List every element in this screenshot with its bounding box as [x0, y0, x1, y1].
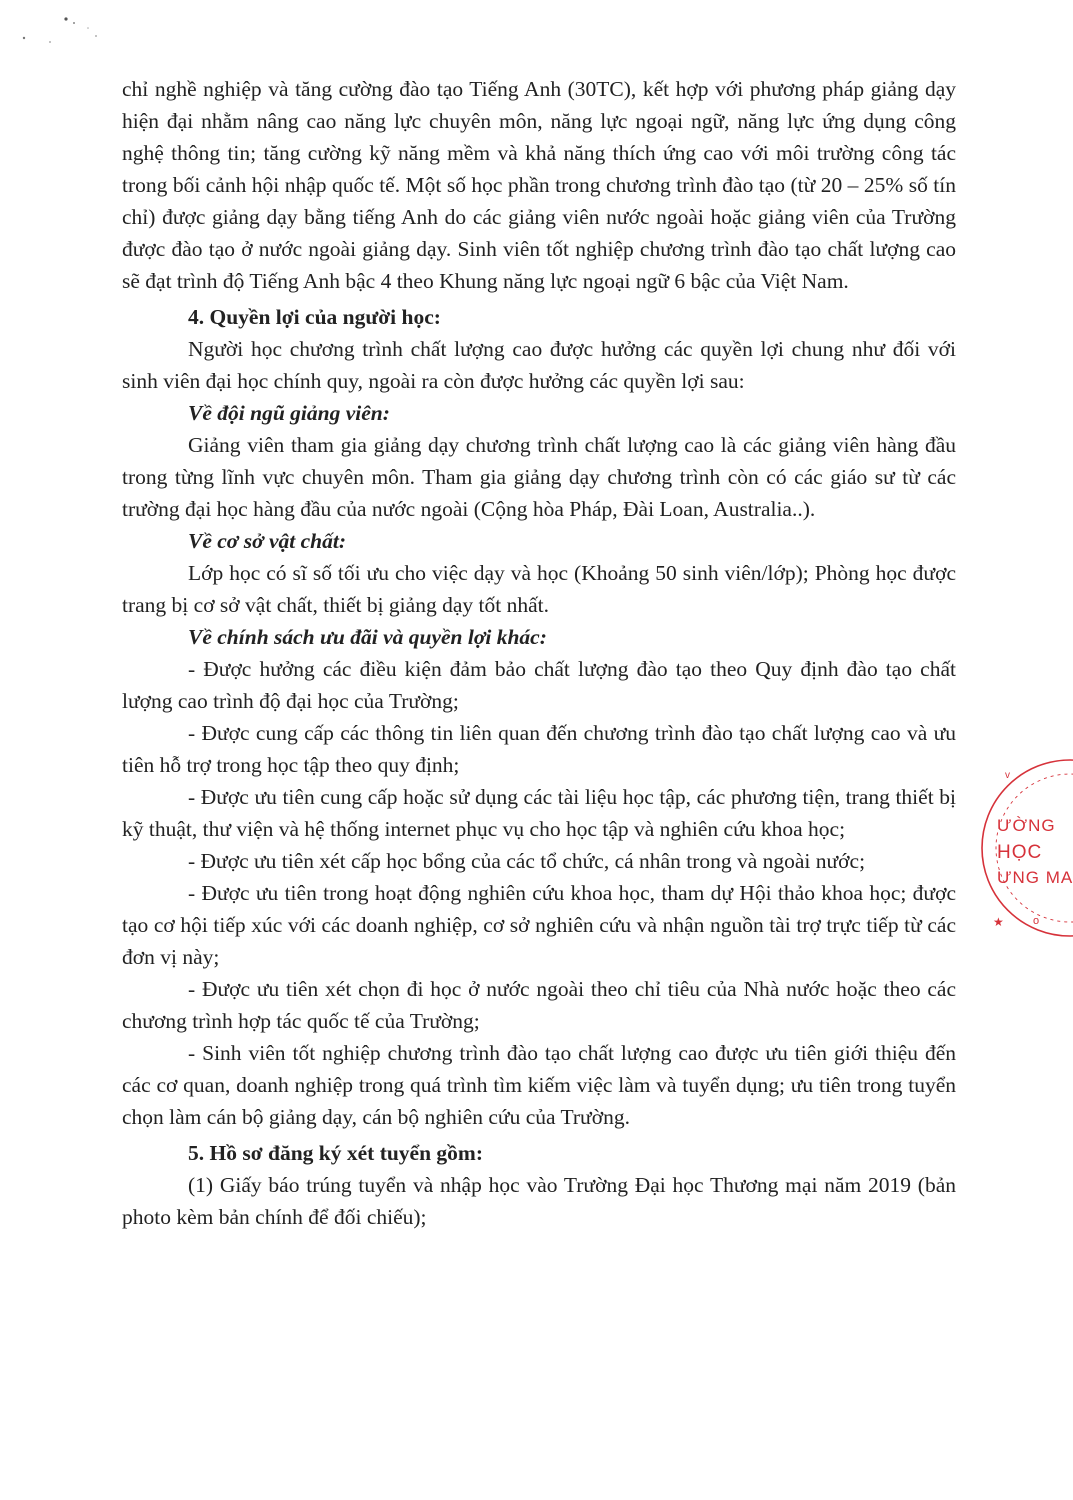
- section-4-heading: 4. Quyền lợi của người học:: [188, 305, 441, 329]
- section-5-heading: 5. Hồ sơ đăng ký xét tuyển gồm:: [188, 1141, 484, 1165]
- benefit-item: - Sinh viên tốt nghiệp chương trình đào tạo chất lượng cao được ưu tiên giới thiệu đến các cơ quan, doanh nghiệp trong quá trình tìm kiếm việc làm và tuyển dụng; ưu tiên trong tuyển chọn làm cán bộ giảng dạy, cán bộ nghiên cứu của Trường.: [122, 1041, 956, 1129]
- svg-text:o: o: [1033, 915, 1040, 927]
- scan-specks: [10, 14, 110, 54]
- stamp-text-line-3: ƯNG MA: [997, 868, 1073, 887]
- svg-text:★: ★: [993, 915, 1004, 929]
- faculty-paragraph: Giảng viên tham gia giảng dạy chương trình chất lượng cao là các giảng viên hàng đầu trong từng lĩnh vực chuyên môn. Tham gia giảng dạy chương trình còn có các giáo sư từ các trường đại học hàng đầu của nước ngoài (Cộng hòa Pháp, Đài Loan, Australia..).: [122, 433, 956, 521]
- benefit-item: - Được cung cấp các thông tin liên quan đến chương trình đào tạo chất lượng cao và ưu tiên hỗ trợ trong học tập theo quy định;: [122, 721, 956, 777]
- benefit-item: - Được ưu tiên xét cấp học bổng của các tổ chức, cá nhân trong và ngoài nước;: [188, 849, 866, 873]
- benefit-item: - Được hưởng các điều kiện đảm bảo chất lượng đào tạo theo Quy định đào tạo chất lượng cao trình độ đại học của Trường;: [122, 657, 956, 713]
- stamp-text-line-1: ƯỜNG: [997, 816, 1056, 835]
- section-5-item-1: (1) Giấy báo trúng tuyển và nhập học vào Trường Đại học Thương mại năm 2019 (bản photo kèm bản chính để đối chiếu);: [122, 1173, 956, 1229]
- benefit-item: - Được ưu tiên xét chọn đi học ở nước ngoài theo chỉ tiêu của Nhà nước hoặc theo các chương trình hợp tác quốc tế của Trường;: [122, 977, 956, 1033]
- faculty-heading: Về đội ngũ giảng viên:: [188, 401, 390, 425]
- intro-paragraph: chỉ nghề nghiệp và tăng cường đào tạo Tiếng Anh (30TC), kết hợp với phương pháp giảng dạy hiện đại nhằm nâng cao năng lực chuyên môn, năng lực ngoại ngữ, năng lực ứng dụng công nghệ thông tin; tăng cường kỹ năng mềm và khả năng thích ứng cao với môi trường công tác trong bối cảnh hội nhập quốc tế. Một số học phần trong chương trình đào tạo (từ 20 – 25% số tín chỉ) được giảng dạy bằng tiếng Anh do các giảng viên nước ngoài hoặc giảng viên của Trường được đào tạo ở nước ngoài giảng dạy. Sinh viên tốt nghiệp chương trình đào tạo chất lượng cao sẽ đạt trình độ Tiếng Anh bậc 4 theo Khung năng lực ngoại ngữ 6 bậc của Việt Nam.: [122, 77, 956, 293]
- document-body: [122, 73, 956, 1233]
- svg-text:v: v: [1005, 770, 1010, 781]
- facilities-heading: Về cơ sở vật chất:: [188, 529, 347, 553]
- policy-heading: Về chính sách ưu đãi và quyền lợi khác:: [188, 625, 547, 649]
- benefit-item: - Được ưu tiên trong hoạt động nghiên cứu khoa học, tham dự Hội thảo khoa học; được tạo cơ hội tiếp xúc với các doanh nghiệp, cơ sở nghiên cứu và nhận nguồn tài trợ trực tiếp từ các đơn vị này;: [122, 881, 956, 969]
- section-4-intro: Người học chương trình chất lượng cao được hưởng các quyền lợi chung như đối với sinh viên đại học chính quy, ngoài ra còn được hưởng các quyền lợi sau:: [122, 337, 956, 393]
- stamp-text-line-2: HỌC: [997, 842, 1043, 863]
- benefit-item: - Được ưu tiên cung cấp hoặc sử dụng các tài liệu học tập, các phương tiện, trang thiết bị kỹ thuật, thư viện và hệ thống internet phục vụ cho học tập và nghiên cứu khoa học;: [122, 785, 956, 841]
- facilities-paragraph: Lớp học có sĩ số tối ưu cho việc dạy và học (Khoảng 50 sinh viên/lớp); Phòng học được trang bị cơ sở vật chất, thiết bị giảng dạy tốt nhất.: [122, 561, 956, 617]
